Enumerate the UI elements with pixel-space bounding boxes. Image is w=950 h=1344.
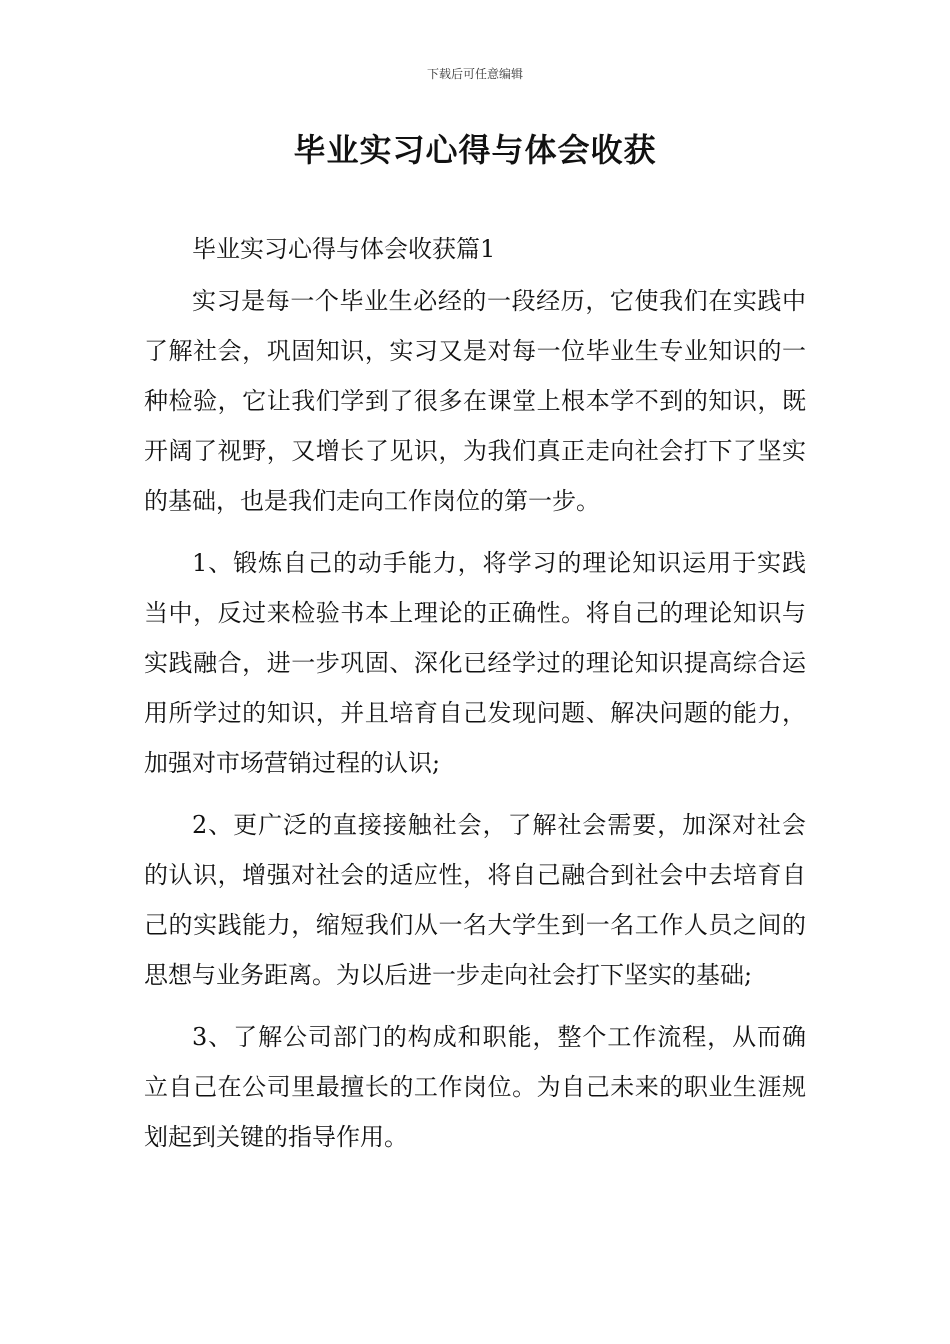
header-note: 下载后可任意编辑	[426, 67, 523, 81]
section-title: 毕业实习心得与体会收获篇1	[192, 235, 496, 263]
document-body	[144, 224, 806, 1174]
document-title: 毕业实习心得与体会收获	[293, 131, 657, 169]
paragraph-point-3: 3、了解公司部门的构成和职能，整个工作流程，从而确立自己在公司里最擅长的工作岗位。为自己未来的职业生涯规划起到关键的指导作用。	[144, 1023, 806, 1151]
paragraph-point-2: 2、更广泛的直接接触社会，了解社会需要，加深对社会的认识，增强对社会的适应性，将自己融合到社会中去培育自己的实践能力，缩短我们从一名大学生到一名工作人员之间的思想与业务距离。为以后进一步走向社会打下坚实的基础;	[144, 811, 806, 989]
paragraph-point-1: 1、锻炼自己的动手能力，将学习的理论知识运用于实践当中，反过来检验书本上理论的正确性。将自己的理论知识与实践融合，进一步巩固、深化已经学过的理论知识提高综合运用所学过的知识，并且培育自己发现问题、解决问题的能力，加强对市场营销过程的认识;	[144, 549, 806, 777]
paragraph-intro: 实习是每一个毕业生必经的一段经历，它使我们在实践中了解社会，巩固知识，实习又是对每一位毕业生专业知识的一种检验，它让我们学到了很多在课堂上根本学不到的知识，既开阔了视野，又增长了见识，为我们真正走向社会打下了坚实的基础，也是我们走向工作岗位的第一步。	[144, 287, 806, 515]
